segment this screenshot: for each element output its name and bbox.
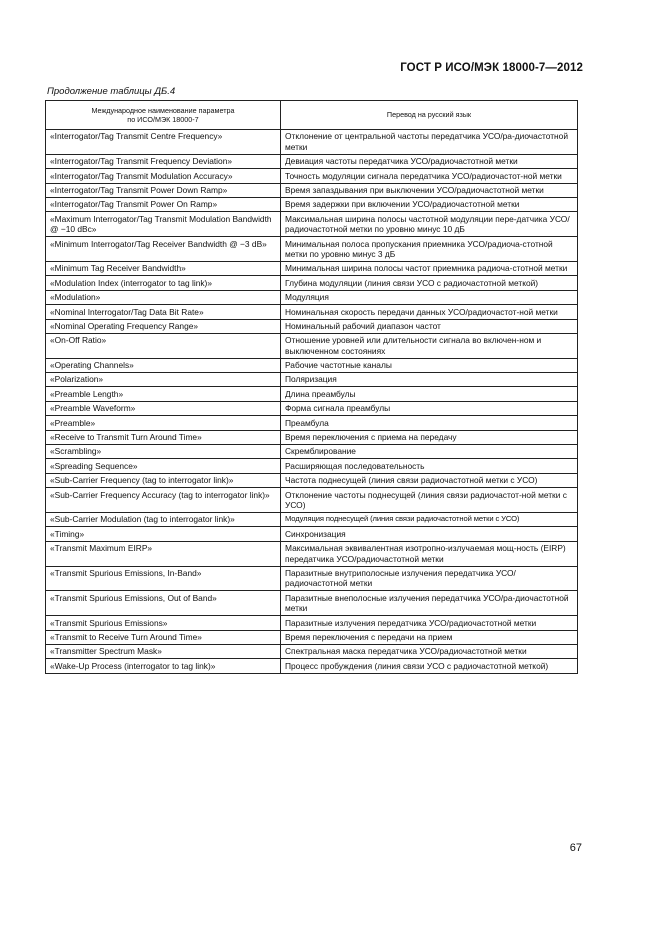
term-english: «Interrogator/Tag Transmit Centre Frequency» [46, 130, 281, 155]
table-header-row [46, 101, 578, 130]
table-row [46, 566, 578, 591]
table-body [46, 130, 578, 674]
table-row [46, 488, 578, 513]
term-english: «Preamble Length» [46, 387, 281, 401]
term-english: «Nominal Operating Frequency Range» [46, 319, 281, 333]
term-russian: Точность модуляции сигнала передатчика УСО/радиочастот-ной метки [281, 169, 578, 183]
term-english: «Transmitter Spectrum Mask» [46, 644, 281, 658]
table-row [46, 373, 578, 387]
table-row [46, 333, 578, 358]
term-russian: Форма сигнала преамбулы [281, 401, 578, 415]
term-english: «Timing» [46, 527, 281, 541]
header-russian-translation: Перевод на русский язык [281, 101, 578, 130]
term-russian: Модуляция [281, 290, 578, 304]
term-english: «Polarization» [46, 373, 281, 387]
term-english: «Interrogator/Tag Transmit Power On Ramp» [46, 197, 281, 211]
term-english: «Sub-Carrier Frequency (tag to interrogator link)» [46, 473, 281, 487]
term-english: «Interrogator/Tag Transmit Modulation Accuracy» [46, 169, 281, 183]
term-english: «Transmit Spurious Emissions» [46, 616, 281, 630]
term-english: «Modulation Index (interrogator to tag link)» [46, 276, 281, 290]
term-russian: Время задержки при включении УСО/радиочастотной метки [281, 197, 578, 211]
table-row [46, 630, 578, 644]
table-row [46, 169, 578, 183]
term-english: «Preamble» [46, 416, 281, 430]
term-russian: Процесс пробуждения (линия связи УСО с радиочастотной меткой) [281, 659, 578, 673]
term-russian: Длина преамбулы [281, 387, 578, 401]
term-english: «Maximum Interrogator/Tag Transmit Modulation Bandwidth @ −10 dBc» [46, 212, 281, 237]
term-english: «Nominal Interrogator/Tag Data Bit Rate» [46, 305, 281, 319]
term-russian: Номинальная скорость передачи данных УСО/радиочастот-ной метки [281, 305, 578, 319]
page-number: 67 [569, 842, 582, 854]
term-russian: Спектральная маска передатчика УСО/радиочастотной метки [281, 644, 578, 658]
table-row [46, 459, 578, 473]
table-row [46, 430, 578, 444]
term-russian: Максимальная ширина полосы частотной модуляции пере-датчика УСО/радиочастотной метки по уровню минус 10 дБ [281, 212, 578, 237]
term-russian: Паразитные внутриполосные излучения передатчика УСО/радиочастотной метки [281, 566, 578, 591]
table-row [46, 541, 578, 566]
header-international-name-line1: Международное наименование параметра [91, 105, 235, 115]
terms-table [45, 100, 578, 674]
table-row [46, 237, 578, 262]
table-row [46, 276, 578, 290]
term-russian: Поляризация [281, 373, 578, 387]
term-english: «Operating Channels» [46, 358, 281, 372]
header-international-name [46, 101, 281, 130]
term-russian: Отклонение частоты поднесущей (линия связи радиочастот-ной метки с УСО) [281, 488, 578, 513]
term-russian: Частота поднесущей (линия связи радиочастотной метки с УСО) [281, 473, 578, 487]
term-russian: Номинальный рабочий диапазон частот [281, 319, 578, 333]
term-russian: Рабочие частотные каналы [281, 358, 578, 372]
header-international-name-line2: по ИСО/МЭК 18000-7 [127, 115, 199, 124]
term-russian: Глубина модуляции (линия связи УСО с радиочастотной меткой) [281, 276, 578, 290]
term-english: «Transmit Maximum EIRP» [46, 541, 281, 566]
term-english: «Minimum Interrogator/Tag Receiver Bandwidth @ −3 dB» [46, 237, 281, 262]
term-russian: Паразитные внеполосные излучения передатчика УСО/ра-диочастотной метки [281, 591, 578, 616]
term-english: «Transmit Spurious Emissions, Out of Band» [46, 591, 281, 616]
table-row [46, 401, 578, 415]
term-english: «Minimum Tag Receiver Bandwidth» [46, 261, 281, 275]
term-english: «Wake-Up Process (interrogator to tag link)» [46, 659, 281, 673]
term-russian: Минимальная ширина полосы частот приемника радиоча-стотной метки [281, 261, 578, 275]
term-english: «Scrambling» [46, 445, 281, 459]
term-russian: Время запаздывания при выключении УСО/радиочастотной метки [281, 183, 578, 197]
table-row [46, 445, 578, 459]
table-row [46, 473, 578, 487]
term-russian: Расширяющая последовательность [281, 459, 578, 473]
term-english: «Transmit Spurious Emissions, In-Band» [46, 566, 281, 591]
term-russian: Минимальная полоса пропускания приемника УСО/радиоча-стотной метки по уровню минус 3 дБ [281, 237, 578, 262]
term-english: «Sub-Carrier Frequency Accuracy (tag to interrogator link)» [46, 488, 281, 513]
table-row [46, 319, 578, 333]
term-english: «Interrogator/Tag Transmit Frequency Deviation» [46, 154, 281, 168]
table-row [46, 387, 578, 401]
term-russian: Отклонение от центральной частоты передатчика УСО/ра-диочастотной метки [281, 130, 578, 155]
term-english: «Interrogator/Tag Transmit Power Down Ramp» [46, 183, 281, 197]
term-russian: Синхронизация [281, 527, 578, 541]
term-english: «Receive to Transmit Turn Around Time» [46, 430, 281, 444]
table-row [46, 616, 578, 630]
table-row [46, 130, 578, 155]
term-russian: Время переключения с передачи на прием [281, 630, 578, 644]
table-row [46, 591, 578, 616]
term-english: «Spreading Sequence» [46, 459, 281, 473]
term-russian: Скремблирование [281, 445, 578, 459]
term-russian: Модуляция поднесущей (линия связи радиочастотной метки с УСО) [281, 513, 578, 527]
term-russian: Преамбула [281, 416, 578, 430]
table-row [46, 154, 578, 168]
table-row [46, 197, 578, 211]
table-row [46, 358, 578, 372]
term-english: «On-Off Ratio» [46, 333, 281, 358]
term-english: «Modulation» [46, 290, 281, 304]
table-row [46, 261, 578, 275]
term-russian: Отношение уровней или длительности сигнала во включен-ном и выключенном состояниях [281, 333, 578, 358]
term-russian: Паразитные излучения передатчика УСО/радиочастотной метки [281, 616, 578, 630]
table-row [46, 416, 578, 430]
term-english: «Sub-Carrier Modulation (tag to interrogator link)» [46, 513, 281, 527]
table-row [46, 659, 578, 673]
table-row [46, 183, 578, 197]
term-english: «Preamble Waveform» [46, 401, 281, 415]
term-russian: Время переключения с приема на передачу [281, 430, 578, 444]
table-continuation-label: Продолжение таблицы ДБ.4 [47, 86, 176, 97]
table-row [46, 290, 578, 304]
table-row [46, 513, 578, 527]
term-english: «Transmit to Receive Turn Around Time» [46, 630, 281, 644]
table-row [46, 527, 578, 541]
table-row [46, 212, 578, 237]
term-russian: Девиация частоты передатчика УСО/радиочастотной метки [281, 154, 578, 168]
table-row [46, 644, 578, 658]
standard-designation: ГОСТ Р ИСО/МЭК 18000-7—2012 [400, 62, 583, 74]
table-row [46, 305, 578, 319]
term-russian: Максимальная эквивалентная изотропно-излучаемая мощ-ность (EIRP) передатчика УСО/радиочастотной метки [281, 541, 578, 566]
